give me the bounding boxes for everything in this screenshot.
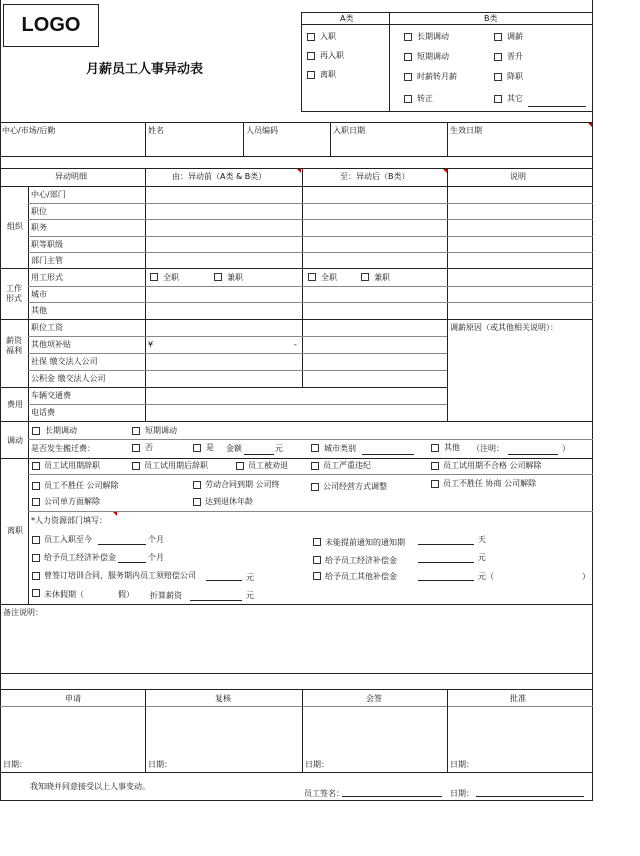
resign-reason: 员工严重违纪 (323, 461, 371, 470)
sig-div-2 (302, 689, 303, 772)
resign-reason: 劳动合同到期 公司终 (205, 480, 280, 489)
city-type-label: 城市类别 (324, 444, 356, 453)
transfer-note-blank[interactable] (508, 454, 558, 455)
economic-compensation-unit: 元 (478, 553, 486, 562)
org-row-duty: 职务 (31, 223, 47, 232)
org-row-position: 职位 (31, 207, 47, 216)
checkbox-compensation-months[interactable] (32, 554, 40, 562)
b-option-other: 其它 (507, 94, 523, 103)
checkbox-b-demotion[interactable] (494, 73, 502, 81)
expense-row-car: 车辆交通费 (31, 391, 71, 400)
group-salary: 薪资 福利 (6, 336, 22, 355)
checkbox-unused-leave[interactable] (32, 589, 40, 597)
other-compensation-close: ） (582, 572, 590, 581)
unused-leave-unit: 元 (246, 591, 254, 600)
a-option-hire: 入职 (320, 32, 336, 41)
resign-reason: 员工不胜任 公司解除 (44, 481, 119, 490)
b-option-long-transfer: 长期调动 (417, 32, 449, 41)
economic-compensation-label: 给予员工经济补偿金 (325, 556, 397, 565)
unused-leave-blank[interactable] (190, 600, 242, 601)
relocation-question: 是否发生搬迁费： (31, 444, 95, 453)
info-bottom-line (0, 156, 593, 157)
resign-reason: 员工试用期辞职 (44, 461, 100, 470)
amount-label: 金额 (226, 444, 242, 453)
col-div-from (145, 168, 146, 421)
checkbox-tenure[interactable] (32, 536, 40, 544)
checkbox-b-promotion[interactable] (494, 53, 502, 61)
compensation-months-blank[interactable] (118, 562, 146, 563)
group-work-form: 工作 形式 (6, 284, 22, 303)
info-top-line (0, 122, 593, 123)
row-line (28, 219, 593, 220)
resign-reason: 员工被劝退 (248, 461, 288, 470)
tenure-unit: 个月 (148, 535, 164, 544)
notice-period-unit: 天 (478, 535, 486, 544)
checkbox-notice-period[interactable] (313, 538, 321, 546)
salary-row-social: 社保 缴交法人公司 (31, 357, 98, 366)
b-option-demotion: 降职 (507, 72, 523, 81)
notice-period-label: 未能提前通知的通知期 (325, 538, 405, 547)
city-type-blank[interactable] (362, 454, 414, 455)
group-line (0, 421, 593, 422)
sig-approve: 批准 (510, 694, 526, 703)
checkbox-relocation-yes[interactable] (193, 444, 201, 452)
checkbox-b-other[interactable] (494, 95, 502, 103)
salary-note-label: 调薪原因（或其他相关说明）： (450, 323, 558, 332)
consent-text: 我知晓并同意接受以上人事变动。 (30, 782, 150, 791)
logo: LOGO (21, 14, 81, 36)
amount-blank[interactable] (244, 454, 274, 455)
salary-row-allowance: 其他项补贴 (31, 340, 71, 349)
header-to: 至：异动后（B类） (340, 172, 410, 181)
compensation-months-unit: 个月 (148, 553, 164, 562)
tenure-label: 员工入职至今 (44, 535, 92, 544)
checkbox-b-salary-adjust[interactable] (494, 33, 502, 41)
group-line (0, 604, 593, 605)
type-divider (389, 12, 390, 111)
group-resign: 离职 (7, 526, 23, 535)
checkbox-transfer-long[interactable] (32, 427, 40, 435)
to-fulltime-label: 全职 (321, 273, 337, 282)
org-row-grade: 职等职级 (31, 240, 63, 249)
training-penalty-blank[interactable] (206, 580, 242, 581)
salary-row-base: 职位工资 (31, 323, 63, 332)
sig-review: 复核 (215, 694, 231, 703)
checkbox-resign-post-probation[interactable] (132, 462, 140, 470)
checkbox-resign-contract-end[interactable] (193, 481, 201, 489)
unused-leave-extra: 折算薪资 (150, 591, 182, 600)
row-line (28, 353, 447, 354)
salary-row-fund: 公积金 缴交法人公司 (31, 374, 106, 383)
economic-compensation-blank[interactable] (418, 562, 474, 563)
info-div-1 (145, 122, 146, 156)
row-line (28, 404, 447, 405)
employee-sign-blank[interactable] (342, 796, 442, 797)
info-div-3 (330, 122, 331, 156)
detail-header-bottom (0, 186, 593, 187)
checkbox-resign-business-change[interactable] (311, 483, 319, 491)
left-border (0, 0, 1, 800)
checkbox-b-confirm[interactable] (404, 95, 412, 103)
label-hire-date: 入职日期 (333, 126, 365, 135)
label-dept: 中心/市场/后勤 (2, 126, 56, 135)
checkbox-relocation-no[interactable] (132, 444, 140, 452)
group-line (0, 319, 593, 320)
sig-countersign: 会签 (366, 694, 382, 703)
resign-reason: 公司单方面解除 (44, 497, 100, 506)
checkbox-training-penalty[interactable] (32, 572, 40, 580)
from-fulltime-label: 全职 (163, 273, 179, 282)
other-compensation-unit: 元（ (478, 572, 494, 581)
comment-marker (588, 123, 592, 127)
a-option-rehire: 再入职 (320, 51, 344, 60)
relocation-no-label: 否 (145, 443, 153, 452)
checkbox-a-rehire[interactable] (307, 52, 315, 60)
employee-sign-label: 员工签名： (304, 789, 344, 798)
unused-leave-label: 未休假期（ (44, 590, 84, 599)
transfer-other-label: 其他 (444, 443, 460, 452)
b-option-hourly-to-monthly: 时薪转月薪 (417, 72, 457, 81)
b-type-title: B类 (484, 14, 498, 23)
resign-reason: 达到退休年龄 (205, 497, 253, 506)
org-row-dept: 中心/部门 (31, 190, 66, 199)
row-line (28, 252, 593, 253)
transfer-long-label: 长期调动 (45, 426, 77, 435)
other-compensation-label: 给予员工其他补偿金 (325, 572, 397, 581)
form-title: 月薪员工人事异动表 (86, 62, 204, 77)
other-blank[interactable] (528, 106, 586, 107)
notice-period-blank[interactable] (418, 544, 474, 545)
training-penalty-unit: 元 (246, 573, 254, 582)
employee-date-blank[interactable] (476, 796, 584, 797)
sig-apply: 申请 (65, 694, 81, 703)
a-option-resign: 离职 (320, 70, 336, 79)
row-line (28, 236, 593, 237)
relocation-yes-label: 是 (206, 443, 214, 452)
transfer-note-close: ） (562, 444, 570, 453)
row-line (28, 203, 593, 204)
row-line (28, 439, 593, 440)
checkbox-a-resign[interactable] (307, 71, 315, 79)
checkbox-resign-probation[interactable] (32, 462, 40, 470)
checkbox-resign-negotiated[interactable] (431, 480, 439, 488)
checkbox-resign-incompetent[interactable] (32, 482, 40, 490)
resign-reason: 员工试用期后辞职 (144, 461, 208, 470)
checkbox-b-long-transfer[interactable] (404, 33, 412, 41)
salary-dash: - (294, 340, 297, 349)
checkbox-resign-unilateral[interactable] (32, 498, 40, 506)
from-parttime-label: 兼职 (227, 273, 243, 282)
other-compensation-blank[interactable] (418, 580, 474, 581)
row-line (28, 370, 447, 371)
sig-date: 日期： (148, 760, 172, 769)
sig-header-line (0, 706, 593, 707)
sig-div-3 (447, 689, 448, 772)
row-line (28, 474, 593, 475)
label-effective-date: 生效日期 (450, 126, 482, 135)
a-type-title: A类 (340, 14, 354, 23)
employee-date-label: 日期： (450, 789, 474, 798)
tenure-blank[interactable] (98, 544, 146, 545)
sig-date: 日期： (305, 760, 329, 769)
group-transfer: 调动 (7, 436, 23, 445)
checkbox-other-compensation[interactable] (313, 572, 321, 580)
b-option-confirm: 转正 (417, 94, 433, 103)
training-penalty-label: 曾签订培训合同，服务期内员工须赔偿公司 (44, 571, 196, 580)
checkbox-transfer-short[interactable] (132, 427, 140, 435)
checkbox-resign-retirement[interactable] (193, 498, 201, 506)
checkbox-b-short-transfer[interactable] (404, 53, 412, 61)
work-row-city: 城市 (31, 290, 47, 299)
sig-bottom (0, 772, 593, 773)
sig-div-1 (145, 689, 146, 772)
col-div-group (28, 458, 29, 604)
group-line (0, 268, 593, 269)
resign-reason: 公司经营方式调整 (323, 482, 387, 491)
sig-date: 日期： (450, 760, 474, 769)
form-bottom (0, 800, 593, 801)
expense-row-phone: 电话费 (31, 408, 55, 417)
unused-leave-mid: 假） (118, 590, 134, 599)
col-div-note (447, 168, 448, 421)
type-header-line (301, 24, 592, 25)
resign-reason: 员工试用期不合格 公司解除 (443, 461, 542, 470)
compensation-months-label: 给予员工经济补偿金 (44, 553, 116, 562)
checkbox-from-fulltime[interactable] (150, 273, 158, 281)
checkbox-to-parttime[interactable] (361, 273, 369, 281)
group-line (0, 458, 593, 459)
checkbox-economic-compensation[interactable] (313, 556, 321, 564)
org-row-manager: 部门主管 (31, 256, 63, 265)
header-from: 由：异动前（A类 & B类） (172, 172, 267, 181)
row-line (28, 336, 447, 337)
type-box (301, 12, 592, 112)
group-line (0, 387, 447, 388)
checkbox-to-fulltime[interactable] (308, 273, 316, 281)
label-emp-id: 人员编码 (246, 126, 278, 135)
header-item: 异动明细 (55, 172, 87, 181)
info-div-4 (447, 122, 448, 156)
hr-fill-label: *人力资源部门填写： (31, 516, 107, 525)
remarks-bottom (0, 673, 593, 674)
sig-date: 日期： (3, 760, 27, 769)
info-div-2 (243, 122, 244, 156)
work-row-other: 其他 (31, 306, 47, 315)
checkbox-city-type[interactable] (311, 444, 319, 452)
row-line (28, 302, 593, 303)
group-org: 组织 (7, 222, 23, 231)
sig-top (0, 689, 593, 690)
b-option-short-transfer: 短期调动 (417, 52, 449, 61)
col-div-to (302, 168, 303, 387)
checkbox-a-hire[interactable] (307, 33, 315, 41)
salary-currency: ¥ (148, 340, 154, 349)
work-row-type: 用工形式 (31, 273, 63, 282)
col-div-group (28, 186, 29, 421)
checkbox-from-parttime[interactable] (214, 273, 222, 281)
group-expense: 费用 (7, 400, 23, 409)
to-parttime-label: 兼职 (374, 273, 390, 282)
b-option-promotion: 晋升 (507, 52, 523, 61)
remarks-label: 备注说明： (3, 608, 43, 617)
checkbox-b-hourly-to-monthly[interactable] (404, 73, 412, 81)
header-note: 说明 (510, 172, 526, 181)
transfer-note-label: （注明： (472, 444, 504, 453)
transfer-short-label: 短期调动 (145, 426, 177, 435)
checkbox-resign-persuaded[interactable] (236, 462, 244, 470)
checkbox-resign-probation-fail[interactable] (431, 462, 439, 470)
comment-marker (113, 512, 117, 516)
label-name: 姓名 (148, 126, 164, 135)
logo-box (3, 4, 99, 47)
comment-marker (297, 169, 301, 173)
checkbox-transfer-other[interactable] (431, 444, 439, 452)
checkbox-resign-violation[interactable] (311, 462, 319, 470)
resign-reason: 员工不胜任 协商 公司解除 (443, 479, 537, 488)
right-border (592, 0, 593, 800)
b-option-salary-adjust: 调薪 (507, 32, 523, 41)
amount-unit: 元 (275, 444, 283, 453)
row-line (28, 286, 593, 287)
